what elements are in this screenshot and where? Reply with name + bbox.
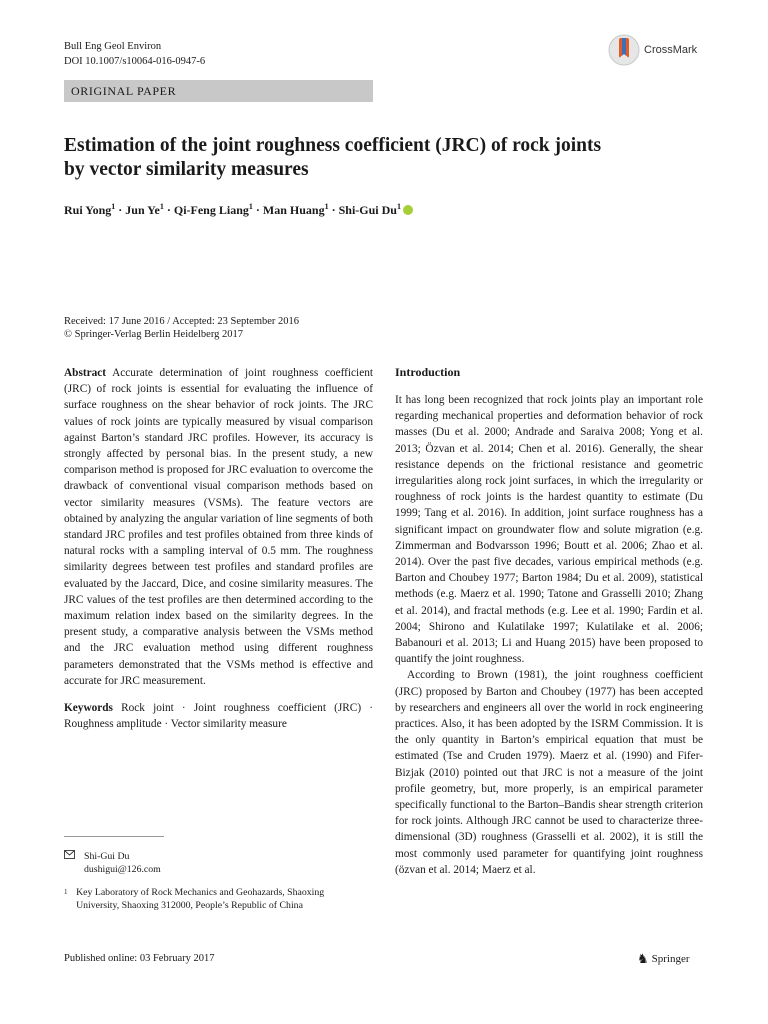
orcid-icon[interactable] [403, 205, 413, 215]
publication-dates [64, 315, 384, 341]
doi[interactable]: DOI 10.1007/s10064-016-0947-6 [64, 56, 206, 67]
introduction-paragraph-2: According to Brown (1981), the joint roughness coefficient (JRC) proposed by Barton and Choubey (1977) has been accepted by researchers and engineers all over the world in rock engineering practices. Also, it has been adopted by the ISRM Commission. It is the only quantity in Barton’s empirical equation that must be estimated (Tse and Cruden 1979). Maerz et al. (1990) and Fifer-Bizjak (2010) pointed out that JRC is not a measure of the joint profile geometry, but, more properly, is an empirical parameter specifically functional to the Barton–Bandis shear strength criterion for rock joints. Although JRC cannot be used to characterize three-dimensional (3D) roughness (Grasselli et al. 2002), it is still the most commonly used parameter for quantifying joint roughness (özvan et al. 2014; Maerz et al. [395, 669, 703, 876]
author-name[interactable]: Man Huang [262, 203, 325, 217]
received-accepted: Received: 17 June 2016 / Accepted: 23 September 2016 [64, 316, 300, 327]
correspondence-email[interactable]: dushigui@126.com [84, 864, 161, 875]
author-name[interactable]: Jun Ye [125, 203, 160, 217]
published-online: Published online: 03 February 2017 [64, 953, 215, 964]
title-line-2: by vector similarity measures [64, 159, 309, 180]
envelope-icon [64, 850, 78, 876]
keywords-text: Rock joint · Joint roughness coefficient (JRC) · Roughness amplitude · Vector similarity measure [64, 702, 373, 731]
springer-logo [637, 951, 690, 967]
affiliation-mark: 1 [64, 888, 68, 896]
abstract-label: Abstract [64, 367, 107, 379]
author-list: Rui Yong$^1$ · Jun $Ye^1$ · Qi-Feng Liang$^1$ · Man Huang$^1$ · Shi-Gui Du$^1$ [64, 202, 704, 218]
abstract-text: Accurate determination of joint roughness coefficient (JRC) of rock joints is essential for evaluating the influence of surface roughness on the shear behavior of rock joints. The JRC values of rock joints are typically measured by visual comparison against Barton’s standard JRC profiles. However, its accuracy is strongly affected by personal bias. In the present study, a new comparison method is proposed for JRC evaluation to overcome the drawback of conventional visual comparison methods based on vector similarity measures (VSMs). The feature vectors are obtained by analyzing the angular variation of line segments of both standard JRC profiles and test profiles obtained from three kinds of natural rocks with a sampling interval of 0.5 mm. The roughness similarity degrees between test profiles and standard profiles are evaluated by the Jaccard, Dice, and cosine similarity measures. The JRC values of the test profiles are then determined according to the maximum relation index based on the similarity degrees. In the present study, a comparative analysis between the VSMs method and the JRC evaluation method using different roughness parameters demonstrated that the VSMs method is effective and accurate for JRC measurement. [64, 367, 374, 687]
section-label-band [64, 80, 373, 102]
author-name[interactable]: Qi-Feng Liang [173, 203, 249, 217]
crossmark-badge[interactable] [608, 32, 718, 68]
affiliation-text: Key Laboratory of Rock Mechanics and Geohazards, Shaoxing University, Shaoxing 312000, People’s Republic of China [76, 887, 325, 911]
correspondence-name: Shi-Gui Du [84, 851, 130, 862]
keywords-label: Keywords [64, 702, 113, 715]
author-name[interactable]: Rui Yong [64, 203, 112, 217]
abstract-column [64, 365, 373, 732]
keywords [64, 700, 373, 732]
introduction-paragraph-1: It has long been recognized that rock joints play an important role regarding mechanical properties and deformation behavior of rock masses (Du et al. 2000; Andrade and Saraiva 2008; Yong et al. 2013; Özvan et al. 2014; Chen et al. 2016). Generally, the shear resistance depends on the frictional resistance and geometric irregularities along rock joint surfaces, in which the irregularity or roughness of rock joints is the hardest quantity to estimate (Du 1999; Tang et al. 2016). In addition, joint surface roughness has a significant impact on groundwater flow and solute migration (e.g. Zimmerman and Bodvarsson 1996; Boutt et al. 2006; Zhao et al. 2014). Over the past five decades, various empirical methods (e.g. Barton and Choubey 1977; Barton 1984; Du et al. 2009), statistical methods (e.g. Maerz et al. 1990; Tatone and Grasselli 2010; Zhang et al. 2014), and fractal methods (e.g. Lee et al. 1990; Fardin et al. 2004; Shirono and Kulatilake 1997; Kulatilake et al. 2006; Babanouri et al. 2013; Li and Huang 2015) have been proposed to quantify the joint roughness. [395, 394, 703, 666]
footnote-divider [64, 836, 164, 837]
paper-title [64, 134, 704, 182]
section-label: ORIGINAL PAPER [71, 84, 177, 98]
affiliation [64, 886, 364, 912]
correspondence [64, 850, 364, 876]
author-affiliation-mark: 1 [111, 202, 116, 211]
author-affiliation-mark: 1 [248, 202, 253, 211]
author-affiliation-mark: 1 [324, 202, 329, 211]
publisher-name: Springer [651, 953, 690, 965]
author-affiliation-mark: 1 [396, 202, 401, 211]
crossmark-label: CrossMark [644, 44, 698, 56]
springer-horse-icon: ♞ [637, 951, 649, 966]
author-name[interactable]: Shi-Gui Du [338, 203, 397, 217]
copyright: © Springer-Verlag Berlin Heidelberg 2017 [64, 329, 244, 340]
crossmark-icon [608, 32, 640, 68]
introduction-column [395, 365, 703, 878]
journal-name: Bull Eng Geol Environ [64, 41, 162, 52]
introduction-heading: Introduction [395, 365, 461, 379]
title-line-1: Estimation of the joint roughness coefficient (JRC) of rock joints [64, 135, 602, 156]
abstract [64, 365, 373, 689]
author-affiliation-mark: 1 [159, 202, 164, 211]
